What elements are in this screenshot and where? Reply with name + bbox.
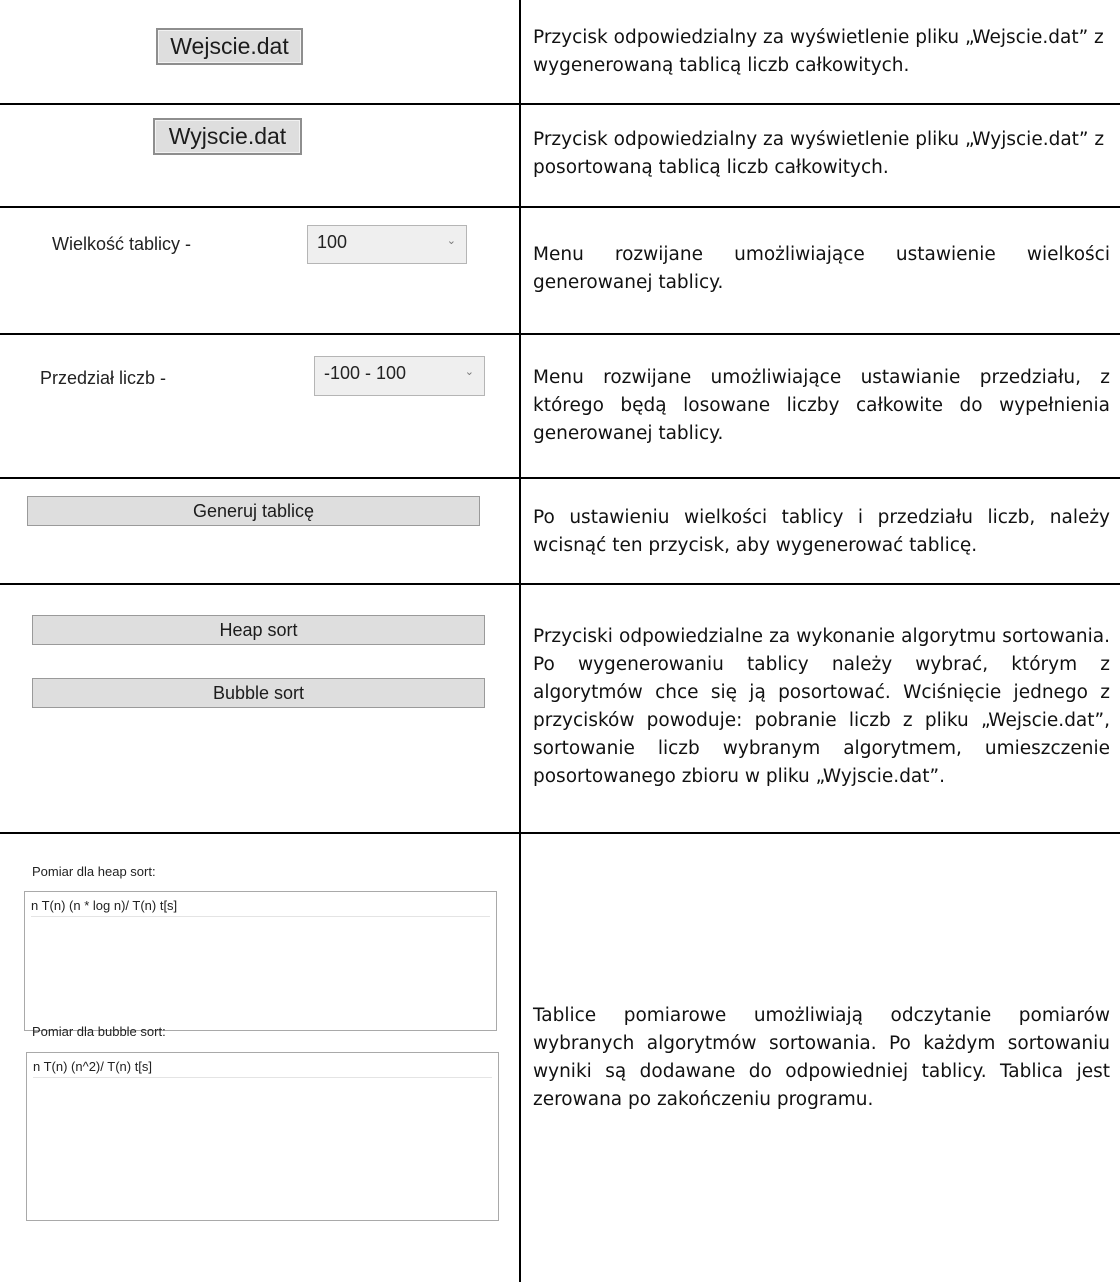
number-range-description: Menu rozwijane umożliwiające ustawianie przedziału, z którego będą losowane liczby całkowite do wypełnienia generowanej tablicy. bbox=[533, 367, 1110, 444]
array-size-value: 100 bbox=[317, 232, 348, 252]
array-size-dropdown[interactable] bbox=[307, 225, 467, 264]
array-size-description: Menu rozwijane umożliwiające ustawienie wielkości generowanej tablicy. bbox=[533, 244, 1110, 293]
number-range-dropdown[interactable] bbox=[314, 356, 485, 396]
heap-sort-button[interactable]: Heap sort bbox=[32, 615, 485, 645]
bubble-sort-measure-table[interactable] bbox=[26, 1052, 499, 1221]
wyjscie-dat-button[interactable]: Wyjscie.dat bbox=[153, 118, 302, 155]
wejscie-dat-button[interactable]: Wejscie.dat bbox=[156, 28, 303, 65]
row-divider-4 bbox=[0, 477, 1120, 479]
row-divider-1 bbox=[0, 103, 1120, 105]
chevron-down-icon: ⌄ bbox=[446, 235, 456, 247]
column-divider bbox=[519, 0, 521, 1282]
sort-buttons-description: Przyciski odpowiedzialne za wykonanie algorytmu sortowania. Po wygenerowaniu tablicy należy wybrać, którym z algorytmów chce się ją posortować. Wciśnięcie jednego z przycisków powoduje: pobranie liczb z pliku „Wejscie.dat”, sortowanie liczb wybranym algorytmem, umieszczenie posortowanego zbioru w pliku „Wyjscie.dat”. bbox=[533, 626, 1110, 787]
wejscie-description: Przycisk odpowiedzialny za wyświetlenie pliku „Wejscie.dat” z wygenerowaną tablicą liczb całkowitych. bbox=[533, 27, 1104, 76]
measure-tables-description: Tablice pomiarowe umożliwiają odczytanie pomiarów wybranych algorytmów sortowania. Po każdym sortowaniu wyniki są dodawane do odpowiedniej tablicy. Tablica jest zerowana po zakończeniu programu. bbox=[533, 1005, 1110, 1110]
row-divider-5 bbox=[0, 583, 1120, 585]
bubble-sort-measure-title: Pomiar dla bubble sort: bbox=[32, 1024, 166, 1039]
generate-array-button[interactable]: Generuj tablicę bbox=[27, 496, 480, 526]
chevron-down-icon: ⌄ bbox=[464, 366, 474, 378]
row-divider-2 bbox=[0, 206, 1120, 208]
heap-sort-measure-title: Pomiar dla heap sort: bbox=[32, 864, 156, 879]
array-size-label: Wielkość tablicy - bbox=[52, 234, 192, 254]
number-range-value: -100 - 100 bbox=[324, 363, 407, 383]
wyjscie-description: Przycisk odpowiedzialny za wyświetlenie pliku „Wyjscie.dat” z posortowaną tablicą liczb całkowitych. bbox=[533, 129, 1105, 178]
generate-description: Po ustawieniu wielkości tablicy i przedziału liczb, należy wcisnąć ten przycisk, aby wygenerować tablicę. bbox=[533, 507, 1110, 556]
number-range-label: Przedział liczb - bbox=[40, 368, 167, 388]
heap-sort-table-header: n T(n) (n * log n)/ T(n) t[s] bbox=[31, 898, 490, 917]
heap-sort-measure-table[interactable] bbox=[24, 891, 497, 1031]
row-divider-6 bbox=[0, 832, 1120, 834]
row-divider-3 bbox=[0, 333, 1120, 335]
bubble-sort-table-header: n T(n) (n^2)/ T(n) t[s] bbox=[33, 1059, 492, 1078]
bubble-sort-button[interactable]: Bubble sort bbox=[32, 678, 485, 708]
